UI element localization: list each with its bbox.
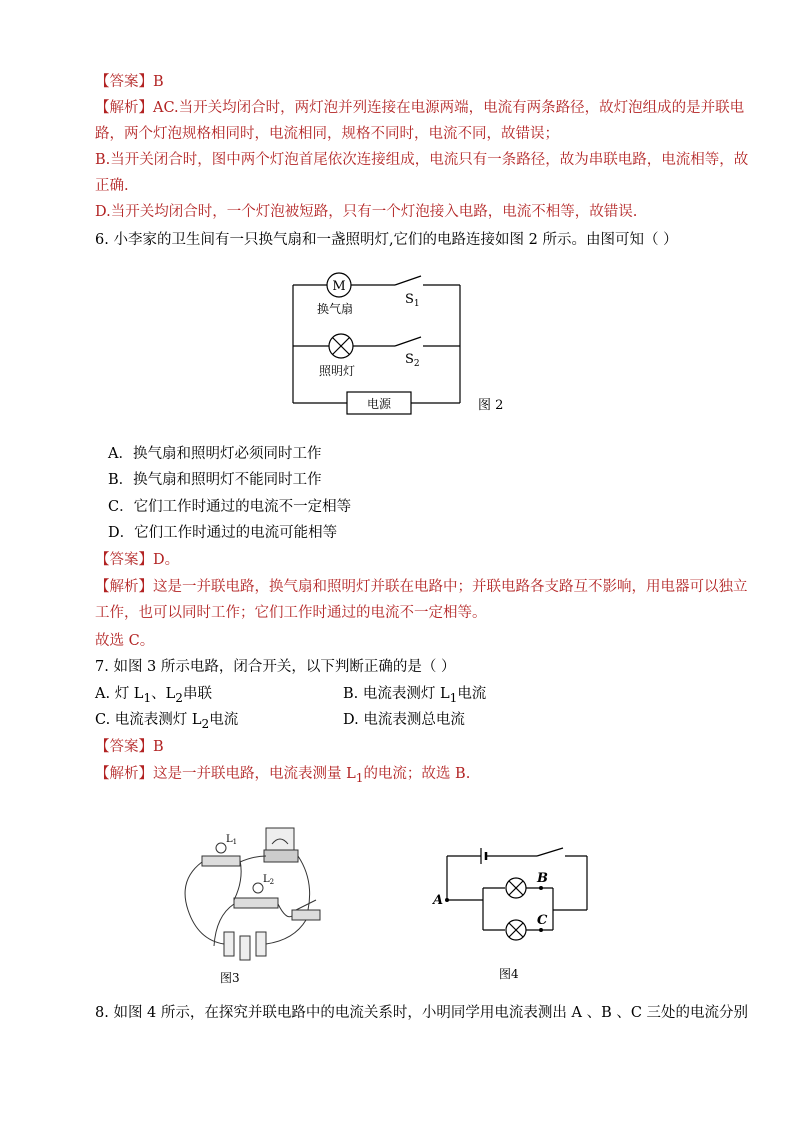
q5-analysis-line-5: D.当开关均闭合时，一个灯泡被短路，只有一个灯泡接入电路，电流不相等，故错误. <box>95 204 638 220</box>
fan-label: 换气扇 <box>317 302 354 316</box>
fig3-l1-label <box>226 834 237 846</box>
fig3-l1-main: L <box>226 834 233 845</box>
answer-value: D。 <box>153 552 180 568</box>
q7-option-a <box>95 684 212 708</box>
q8-stem: 8. 如图 4 所示，在探究并联电路中的电流关系时，小明同学用电流表测出 A 、B 、C 三处的电流分别 <box>95 1005 749 1021</box>
analysis-tag: 【解析】 <box>95 766 153 782</box>
q6-analysis-line-2: 工作，也可以同时工作；它们工作时通过的电流不一定相等。 <box>95 605 487 621</box>
opt-a-sub2: 2 <box>175 690 183 705</box>
q6-option-b: B．换气扇和照明灯不能同时工作 <box>108 472 322 488</box>
analysis-text: AC.当开关均闭合时，两灯泡并列连接在电源两端，电流有两条路径，故灯泡组成的是并联电 <box>153 100 745 116</box>
opt-a-mid: 、L <box>151 686 176 702</box>
answer-tag: 【答案】 <box>95 74 153 90</box>
q7-option-d: D. 电流表测总电流 <box>343 712 465 728</box>
fig4-label-b: B <box>537 871 548 886</box>
s1-main: S <box>405 292 414 307</box>
q5-analysis-line-3: B.当开关闭合时，图中两个灯泡首尾依次连接组成，电流只有一条路径，故为串联电路，电流相等，故 <box>95 152 749 168</box>
q5-analysis-line-1 <box>95 98 744 118</box>
analysis-sub: 1 <box>355 770 364 785</box>
q6-option-d: D．它们工作时通过的电流可能相等 <box>108 525 338 541</box>
analysis-post: 的电流；故选 B. <box>363 766 471 782</box>
q6-option-c: C．它们工作时通过的电流不一定相等 <box>108 499 352 515</box>
q6-analysis-line-3: 故选 C。 <box>95 633 155 649</box>
source-label: 电源 <box>366 397 392 411</box>
figure-3-physical-circuit <box>178 820 328 990</box>
fig3-l1-sub: 1 <box>232 838 238 846</box>
s2-main: S <box>405 352 414 367</box>
opt-b-pre: B. 电流表测灯 L <box>343 686 450 702</box>
q6-answer-line <box>95 550 179 570</box>
q7-answer-line <box>95 737 164 757</box>
q7-option-b <box>343 684 486 708</box>
opt-a-pre: A. 灯 L <box>95 686 144 702</box>
answer-value: B <box>153 739 164 755</box>
answer-tag: 【答案】 <box>95 739 153 755</box>
opt-a-post: 串联 <box>182 686 212 702</box>
figure-4-schematic <box>425 840 605 990</box>
opt-b-post: 电流 <box>457 686 487 702</box>
opt-a-sub1: 1 <box>143 690 152 705</box>
fig4-label-a: A <box>433 893 444 908</box>
q7-analysis-line <box>95 764 470 788</box>
opt-c-post: 电流 <box>209 712 239 728</box>
q7-option-c <box>95 710 238 734</box>
lamp-label: 照明灯 <box>319 364 356 378</box>
answer-value: B <box>153 74 164 90</box>
motor-symbol: M <box>332 279 346 294</box>
figure-2-caption: 图 2 <box>478 398 504 413</box>
analysis-pre: 这是一并联电路，电流表测量 L <box>153 766 356 782</box>
s2-sub: 2 <box>413 359 420 369</box>
analysis-tag: 【解析】 <box>95 100 153 116</box>
fig4-label-c: C <box>537 913 548 928</box>
fig3-l2-label <box>263 874 274 886</box>
analysis-text: 这是一并联电路，换气扇和照明灯并联在电路中；并联电路各支路互不影响，用电器可以独立 <box>153 579 748 595</box>
opt-b-sub: 1 <box>449 690 458 705</box>
q5-analysis-line-4: 正确. <box>95 178 129 194</box>
figure-4-caption: 图4 <box>499 967 519 981</box>
figure-3-caption: 图3 <box>220 971 240 985</box>
opt-c-sub: 2 <box>201 716 210 731</box>
answer-tag: 【答案】 <box>95 552 153 568</box>
fig3-l2-sub: 2 <box>269 878 275 886</box>
s1-label <box>405 292 420 309</box>
s1-sub: 1 <box>413 299 420 309</box>
analysis-tag: 【解析】 <box>95 579 153 595</box>
q5-analysis-line-2: 路，两个灯泡规格相同时，电流相同，规格不同时，电流不同，故错误； <box>95 126 559 142</box>
q6-analysis-line-1 <box>95 577 748 597</box>
q6-stem: 6. 小李家的卫生间有一只换气扇和一盏照明灯,它们的电路连接如图 2 所示。由图可知（ ） <box>95 232 678 248</box>
figure-2-circuit <box>285 265 525 425</box>
s2-label <box>405 352 420 369</box>
q6-option-a: A．换气扇和照明灯必须同时工作 <box>108 446 322 462</box>
q5-answer-line <box>95 72 164 92</box>
q7-stem: 7. 如图 3 所示电路，闭合开关，以下判断正确的是（ ） <box>95 659 456 675</box>
opt-c-pre: C. 电流表测灯 L <box>95 712 202 728</box>
fig3-l2-main: L <box>263 874 270 885</box>
